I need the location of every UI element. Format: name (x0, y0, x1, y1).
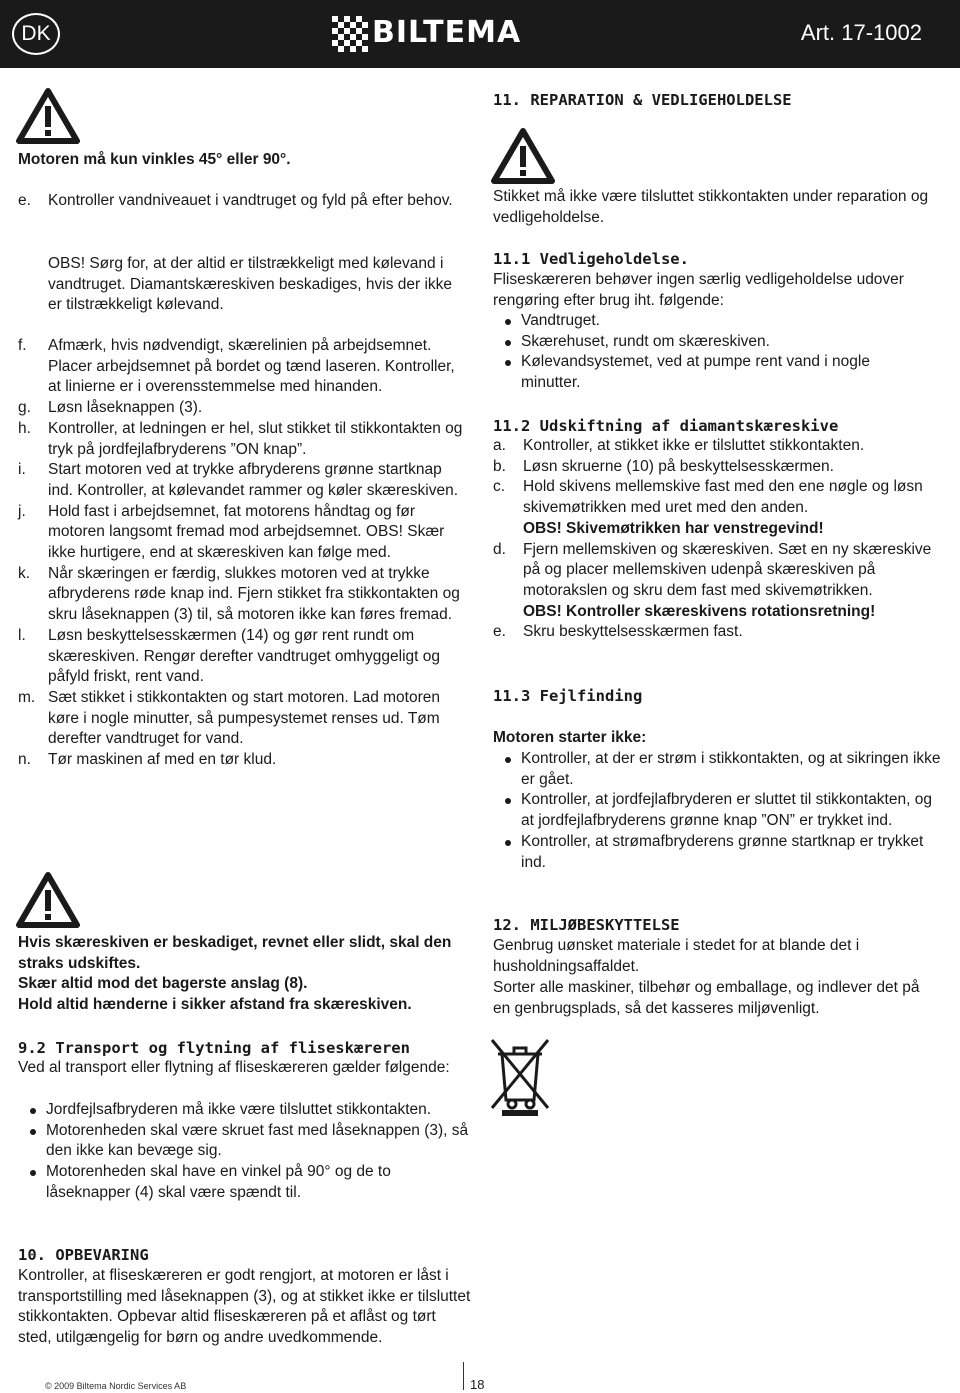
list-item: Kontroller, at jordfejlafbryderen er sluttet til stikkontakten, og at jordfejlafbryderens grønne knap ”ON” er trykket ind. (493, 790, 945, 831)
step-label: b. (493, 457, 506, 475)
step-text: Løsn skruerne (10) på beskyttelsesskærmen. (523, 457, 834, 475)
page-number: 18 (470, 1377, 485, 1392)
step-text: Sæt stikket i stikkontakten og start motoren. Lad motoren køre i nogle minutter, så pumpesystemet renses ud. Tøm derefter vandtruget for vand. (48, 688, 440, 748)
section-9-2-bullets (18, 1100, 470, 1204)
language-badge: DK (12, 13, 60, 55)
step-label: f. (18, 337, 27, 354)
checkered-flag-icon (332, 16, 368, 52)
steps-list (18, 336, 466, 771)
step-a (493, 436, 945, 457)
step-label: k. (18, 564, 31, 582)
section-10-text: Kontroller, at fliseskæreren er godt rengjort, at motoren er låst i transportstilling med låseknappen (3), og at stikket ikke er tilsluttet stikkontakten. Opbevar altid fliseskæreren på et aflåst og tørt sted, utilgængelig for børn og andre uvedkommende. (18, 1267, 471, 1347)
repair-warning-text: Stikket må ikke være tilsluttet stikkontakten under reparation og vedligeholdelse. (493, 188, 929, 226)
warning-angle-text: Motoren må kun vinkles 45° eller 90°. (18, 151, 291, 168)
section-11-1-title: 11.1 Vedligeholdelse. (493, 250, 689, 268)
section-11-3-bullets (493, 749, 945, 873)
step-c (493, 477, 945, 539)
step-label: a. (493, 437, 506, 454)
step-text: Hold fast i arbejdsemnet, fat motorens håndtag og før motoren langsomt fremad mod arbejdsemnet. OBS! Skær ikke hurtigere, end at skæreskiven kan følge med. (48, 502, 445, 562)
step-text: Tør maskinen af med en tør klud. (48, 751, 277, 769)
step-label: e. (493, 623, 506, 641)
step-text: Hold skivens mellemskive fast med den ene nøgle og løsn skivemøtrikken med uret med den anden. (523, 478, 923, 517)
step-h (18, 419, 466, 460)
step-text: Kontroller, at ledningen er hel, slut stikket til stikkontakten og tryk på jordfejlafbryderens ”ON knap”. (48, 419, 463, 458)
copyright-text: © 2009 Biltema Nordic Services AB (45, 1381, 187, 1391)
step-l (18, 626, 466, 688)
section-9-2-intro: Ved al transport eller flytning af fliseskæreren gælder følgende: (18, 1059, 450, 1076)
step-label: i. (18, 461, 26, 479)
step-e (18, 191, 460, 212)
warning-icon (16, 88, 80, 144)
section-12-title: 12. MILJØBESKYTTELSE (493, 916, 680, 934)
obs-coolant-note: OBS! Sørg for, at der altid er tilstrækkeligt med kølevand i vandtruget. Diamantskæreskiven beskadiges, hvis der ikke er tilstrækkeligt kølevand. (48, 255, 453, 314)
list-item: Skærehuset, rundt om skæreskiven. (493, 332, 923, 353)
warning-icon (491, 128, 555, 184)
section-12-text-1: Genbrug uønsket materiale i stedet for at blande det i husholdningsaffaldet. (493, 937, 860, 975)
step-label: m. (18, 688, 36, 706)
step-i (18, 460, 466, 501)
article-number: Art. 17-1002 (800, 20, 922, 45)
step-f (18, 336, 466, 398)
footer-divider (463, 1362, 464, 1390)
page-header (0, 0, 960, 68)
step-label: c. (493, 478, 506, 496)
step-d (493, 540, 945, 623)
list-item: Kontroller, at strømafbryderens grønne startknap er trykket ind. (493, 832, 945, 873)
warning-icon (16, 872, 80, 928)
crossed-bin-icon (488, 1036, 552, 1116)
list-item: Vandtruget. (493, 311, 923, 332)
step-text: Når skæringen er færdig, slukkes motoren ved at trykke afbryderens røde knap ind. Fjern stikket fra stikkontakten og skru låseknappen (3) til, så motoren ikke kan føres fremad. (48, 564, 460, 624)
step-label: n. (18, 751, 31, 769)
step-j (18, 502, 466, 564)
step-label: l. (18, 626, 26, 644)
section-11-3-title: 11.3 Fejlfinding (493, 687, 643, 705)
step-text: Afmærk, hvis nødvendigt, skærelinien på arbejdsemnet. Placer arbejdsemnet på bordet og tænd laseren. Kontroller, at linierne er i overensstemmelse med hinanden. (48, 337, 455, 396)
section-9-2-title: 9.2 Transport og flytning af fliseskæreren (18, 1039, 410, 1057)
obs-note: OBS! Skivemøtrikken har venstregevind! (523, 519, 824, 537)
step-text: Fjern mellemskiven og skæreskiven. Sæt en ny skæreskive på og placer mellemskiven udenpå skæreskiven på motorakslen og skru dem fast med skivemøtrikken. (523, 540, 932, 599)
blade-warning-line: Hvis skæreskiven er beskadiget, revnet eller slidt, skal den straks udskiftes. (18, 934, 452, 972)
section-11-title: 11. REPARATION & VEDLIGEHOLDELSE (493, 91, 792, 109)
list-item: Kølevandsystemet, ved at pumpe rent vand i nogle minutter. (493, 352, 923, 393)
step-label: e. (18, 192, 31, 209)
step-k (18, 564, 466, 626)
step-text: Kontroller vandniveauet i vandtruget og fyld på efter behov. (48, 192, 453, 209)
step-text: Løsn beskyttelsesskærmen (14) og gør rent rundt om skæreskiven. Rengør derefter vandtruget omhyggeligt og påfyld friskt, rent vand. (48, 626, 441, 686)
step-text: Løsn låseknappen (3). (48, 399, 203, 417)
section-11-2-steps (493, 436, 945, 643)
section-10-title: 10. OPBEVARING (18, 1246, 149, 1264)
section-11-2-title: 11.2 Udskiftning af diamantskæreskive (493, 417, 839, 435)
step-label: h. (18, 419, 31, 437)
obs-note: OBS! Kontroller skæreskivens rotationsretning! (523, 602, 876, 620)
step-label: j. (18, 502, 26, 520)
step-n (18, 750, 466, 771)
list-item: Motorenheden skal have en vinkel på 90° og de to låseknapper (4) skal være spændt til. (18, 1162, 470, 1203)
step-g (18, 398, 466, 419)
step-text: Start motoren ved at trykke afbryderens grønne startknap ind. Kontroller, at kølevandet rammer og køler skæreskiven. (48, 461, 459, 499)
step-label: d. (493, 540, 506, 558)
step-text: Skru beskyttelsesskærmen fast. (523, 623, 743, 641)
list-item: Jordfejlsafbryderen må ikke være tilsluttet stikkontakten. (18, 1100, 470, 1121)
blade-warning-block (18, 933, 472, 1016)
step-label: g. (18, 399, 31, 417)
step-b (493, 457, 945, 478)
blade-warning-line: Hold altid hænderne i sikker afstand fra skæreskiven. (18, 996, 412, 1014)
list-item: Kontroller, at der er strøm i stikkontakten, og at sikringen ikke er gået. (493, 749, 945, 790)
section-12-text-2: Sorter alle maskiner, tilbehør og emballage, og indlever det på en genbrugsplads, så det kasseres miljøvenligt. (493, 979, 920, 1017)
step-m (18, 688, 466, 750)
section-11-1-bullets (493, 311, 923, 394)
list-item: Motorenheden skal være skruet fast med låseknappen (3), så den ikke kan bevæge sig. (18, 1121, 470, 1162)
brand-wordmark: BILTEMA (372, 15, 522, 50)
section-11-3-subtitle: Motoren starter ikke: (493, 729, 647, 746)
section-11-1-intro: Fliseskæreren behøver ingen særlig vedligeholdelse udover rengøring efter brug iht. følgende: (493, 271, 904, 309)
step-e-right (493, 622, 945, 643)
step-text: Kontroller, at stikket ikke er tilsluttet stikkontakten. (523, 437, 865, 454)
blade-warning-line: Skær altid mod det bagerste anslag (8). (18, 975, 308, 993)
